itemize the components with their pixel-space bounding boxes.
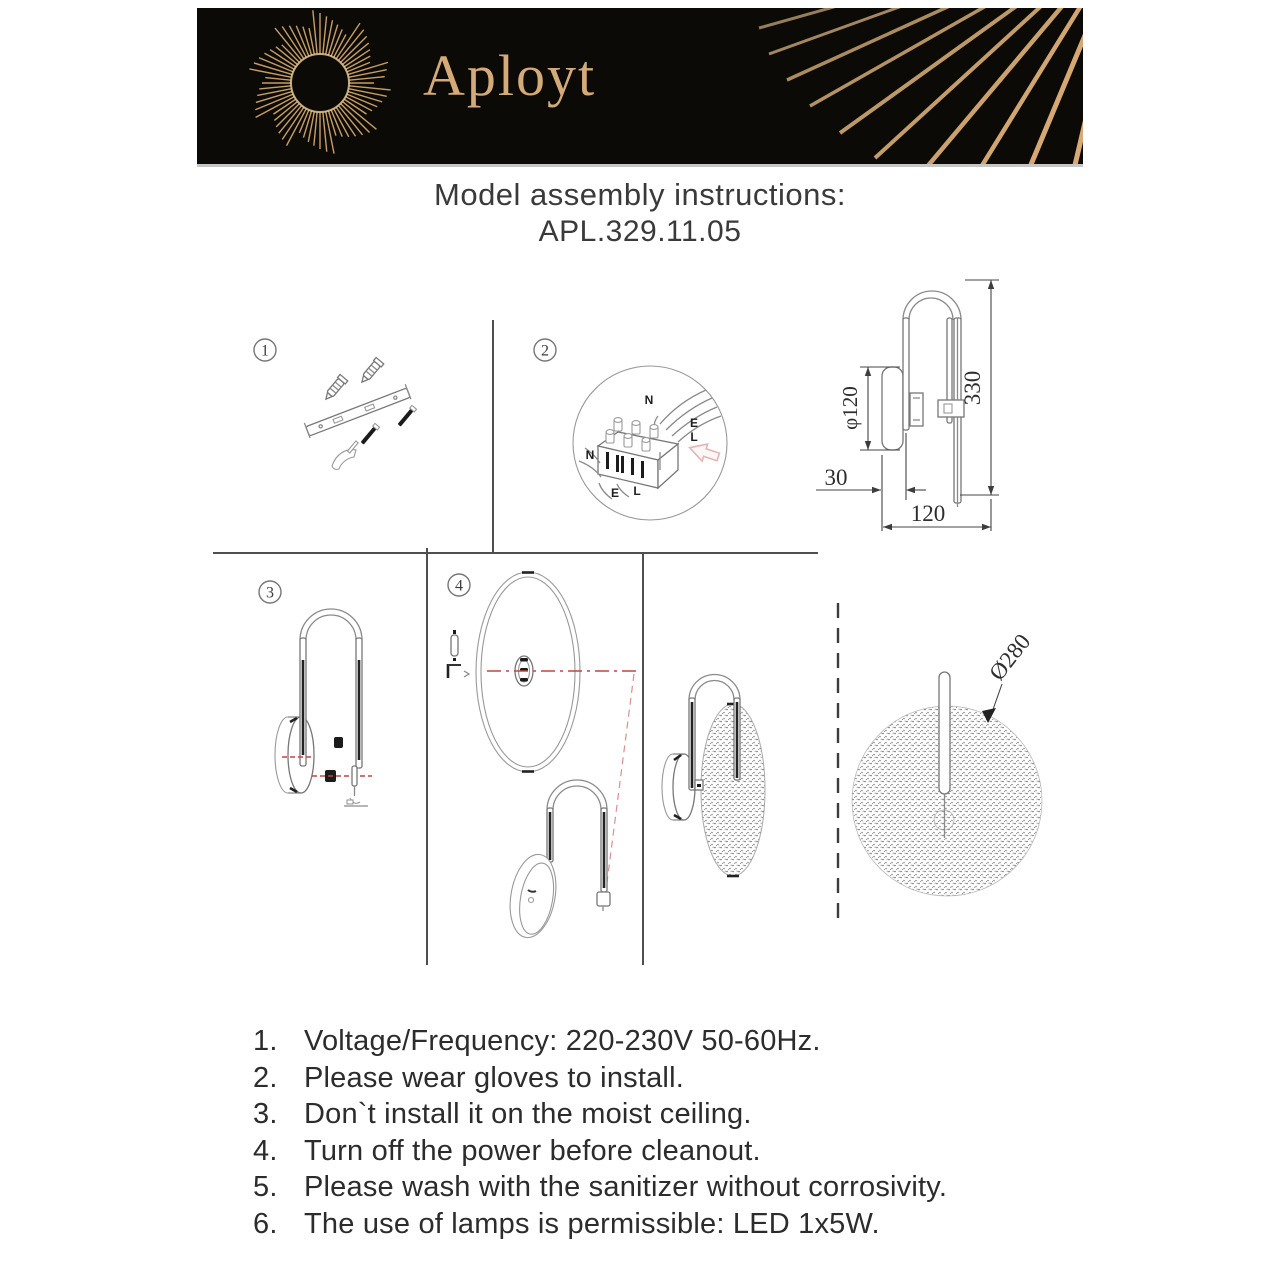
model-code: APL.329.11.05 — [538, 215, 742, 248]
step4-badge — [448, 574, 470, 596]
svg-text:4: 4 — [455, 577, 463, 595]
wire-label-l-right: L — [690, 430, 698, 444]
sunburst-logo-icon — [245, 8, 395, 158]
disc-front-view — [852, 629, 1042, 896]
instruction-item-1: 1. Voltage/Frequency: 220-230V 50-60Hz. — [253, 1025, 821, 1057]
svg-text:3: 3 — [266, 584, 274, 602]
wire-label-e-bottom: E — [610, 486, 620, 500]
instruction-item-4: 4. Turn off the power before cleanout. — [253, 1134, 761, 1167]
wire-label-n-top: N — [644, 393, 654, 407]
dim-plate-diameter: φ120 — [838, 386, 862, 430]
step2-drawing-wiring — [573, 366, 727, 520]
dim-height: 330 — [960, 370, 985, 406]
instruction-item-3: 3. Don`t install it on the moist ceiling. — [253, 1098, 752, 1131]
dim-width: 120 — [910, 501, 946, 526]
page-title: Model assembly instructions: — [434, 177, 846, 212]
dimension-drawing — [816, 280, 999, 531]
wire-label-l-bottom: L — [633, 484, 641, 498]
step2-badge — [534, 339, 556, 361]
wire-label-n-left: N — [585, 448, 595, 462]
svg-text:2: 2 — [541, 342, 549, 360]
brand-name: Aployt — [423, 43, 597, 108]
assembled-side-view — [662, 675, 765, 877]
instruction-item-6: 6. The use of lamps is permissible: LED 1x5W. — [253, 1207, 880, 1240]
step3-drawing-lamp-body — [275, 609, 372, 806]
wire-label-e-right: E — [689, 416, 699, 430]
instruction-item-2: 2. Please wear gloves to install. — [253, 1061, 684, 1094]
step4-drawing-disc-install — [448, 572, 637, 941]
brand-banner — [197, 8, 1083, 167]
step1-drawing-mounting-bracket — [304, 357, 416, 469]
assembly-diagram — [0, 260, 1280, 980]
instruction-list — [253, 1023, 947, 1243]
dim-depth: 30 — [824, 465, 848, 490]
svg-text:1: 1 — [261, 342, 269, 360]
instruction-item-5: 5. Please wash with the sanitizer without corrosivity. — [253, 1171, 948, 1204]
step3-badge — [259, 581, 281, 603]
dim-disc-diameter: Ø280 — [984, 629, 1036, 685]
step1-badge — [254, 339, 276, 361]
